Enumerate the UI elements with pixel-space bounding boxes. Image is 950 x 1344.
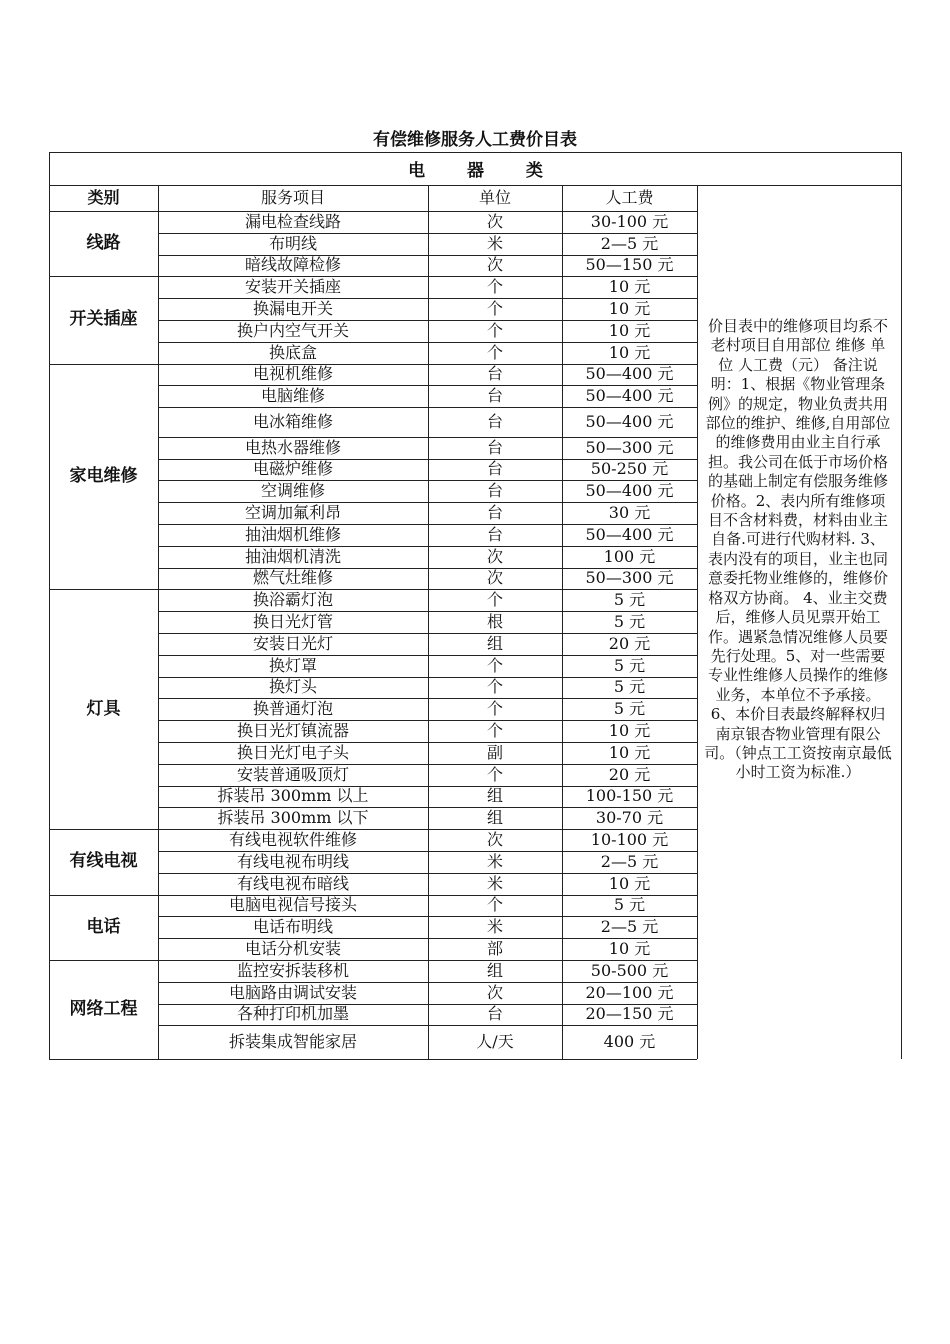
unit-cell: 台 bbox=[486, 364, 503, 384]
fee-cell: 5 元 bbox=[613, 677, 646, 697]
fee-cell: 5 元 bbox=[613, 699, 646, 719]
column-header-fee: 人工费 bbox=[605, 188, 654, 207]
service-item: 空调加氟利昂 bbox=[244, 502, 341, 522]
fee-cell: 400 元 bbox=[603, 1032, 656, 1052]
service-item: 换底盒 bbox=[268, 342, 317, 362]
unit-cell: 台 bbox=[486, 386, 503, 406]
fee-cell: 20 元 bbox=[608, 633, 651, 653]
fee-cell: 5 元 bbox=[613, 655, 646, 675]
column-header-unit: 单位 bbox=[478, 188, 511, 207]
service-item: 电脑路由调试安装 bbox=[228, 982, 357, 1002]
unit-cell: 组 bbox=[486, 786, 503, 806]
group-divider bbox=[49, 1059, 697, 1060]
service-item: 电脑维修 bbox=[260, 386, 325, 406]
fee-cell: 50—300 元 bbox=[585, 437, 674, 457]
column-header-category: 类别 bbox=[87, 188, 120, 207]
fee-cell: 5 元 bbox=[613, 611, 646, 631]
unit-cell: 次 bbox=[486, 829, 503, 849]
unit-cell: 个 bbox=[486, 677, 503, 697]
unit-cell: 米 bbox=[486, 917, 503, 937]
fee-cell: 50—300 元 bbox=[585, 568, 674, 588]
fee-cell: 50-500 元 bbox=[590, 960, 669, 980]
table-border-right-lower bbox=[901, 185, 902, 1059]
fee-cell: 2—5 元 bbox=[600, 851, 659, 871]
fee-cell: 30-100 元 bbox=[590, 211, 669, 231]
category-label: 线路 bbox=[86, 233, 121, 254]
service-item: 抽油烟机清洗 bbox=[244, 546, 341, 566]
service-item: 换灯头 bbox=[268, 677, 317, 697]
unit-cell: 个 bbox=[486, 699, 503, 719]
unit-cell: 次 bbox=[486, 546, 503, 566]
service-item: 布明线 bbox=[268, 233, 317, 253]
unit-cell: 个 bbox=[486, 764, 503, 784]
fee-cell: 50-250 元 bbox=[590, 459, 669, 479]
table-border-header bbox=[49, 185, 902, 186]
fee-cell: 5 元 bbox=[613, 895, 646, 915]
unit-cell: 台 bbox=[486, 524, 503, 544]
fee-cell: 50—400 元 bbox=[585, 386, 674, 406]
unit-cell: 副 bbox=[486, 742, 503, 762]
service-item: 电磁炉维修 bbox=[252, 459, 333, 479]
fee-cell: 100-150 元 bbox=[585, 786, 674, 806]
service-item: 换漏电开关 bbox=[252, 299, 333, 319]
unit-cell: 米 bbox=[486, 851, 503, 871]
unit-cell: 次 bbox=[486, 211, 503, 231]
service-item: 换日光灯电子头 bbox=[236, 742, 349, 762]
fee-cell: 20—100 元 bbox=[585, 982, 674, 1002]
fee-cell: 2—5 元 bbox=[600, 233, 659, 253]
fee-cell: 30-70 元 bbox=[595, 808, 664, 828]
unit-cell: 个 bbox=[486, 277, 503, 297]
unit-cell: 米 bbox=[486, 233, 503, 253]
category-label: 家电维修 bbox=[69, 465, 138, 486]
service-item: 监控安拆装移机 bbox=[236, 960, 349, 980]
unit-cell: 台 bbox=[486, 481, 503, 501]
table-border-top bbox=[49, 152, 902, 153]
service-item: 漏电检查线路 bbox=[244, 211, 341, 231]
fee-cell: 20 元 bbox=[608, 764, 651, 784]
service-item: 空调维修 bbox=[260, 481, 325, 501]
unit-cell: 根 bbox=[486, 611, 503, 631]
service-item: 安装普通吸顶灯 bbox=[236, 764, 349, 784]
unit-cell: 个 bbox=[486, 320, 503, 340]
service-item: 电热水器维修 bbox=[244, 437, 341, 457]
fee-cell: 20—150 元 bbox=[585, 1004, 674, 1024]
unit-cell: 米 bbox=[486, 873, 503, 893]
service-item: 电脑电视信号接头 bbox=[228, 895, 357, 915]
service-item: 燃气灶维修 bbox=[252, 568, 333, 588]
unit-cell: 组 bbox=[486, 960, 503, 980]
category-label: 电话 bbox=[86, 916, 121, 937]
column-header-item: 服务项目 bbox=[260, 188, 325, 207]
service-item: 换日光灯管 bbox=[252, 611, 333, 631]
price-table bbox=[49, 152, 902, 1059]
fee-cell: 30 元 bbox=[608, 502, 651, 522]
service-item: 换灯罩 bbox=[268, 655, 317, 675]
unit-cell: 个 bbox=[486, 342, 503, 362]
category-label: 开关插座 bbox=[69, 309, 138, 330]
service-item: 电话布明线 bbox=[252, 917, 333, 937]
unit-cell: 台 bbox=[486, 437, 503, 457]
service-item: 安装开关插座 bbox=[244, 277, 341, 297]
remarks-text: 价目表中的维修项目均系不老村项目自用部位 维修 单位 人工费（元） 备注说明：1、根据《物业管理条例》的规定，物业负责共用部位的维护、维修,自用部位的维修费用由业主自行承担。我公司在低于市场价格的基础上制定有偿服务维修价格。2、表内所有维修项目不含材料费，材料由业主自备.可进行代购材料. 3、表内没有的项目，业主也同意委托物业维修的，维修价格双方协商。 4、业主交费 后，维修人员见票开始工作。遇紧急情况维修人员要先行处理。5、对一些需要专业性维修人员操作的维修业务，本单位不予承接。6、本价目表最终解释权归南京银杏物业管理有限公司。（钟点工工资按南京最低小时工资为标准.） bbox=[704, 317, 892, 782]
service-item: 暗线故障检修 bbox=[244, 255, 341, 275]
unit-cell: 台 bbox=[486, 459, 503, 479]
service-item: 换日光灯镇流器 bbox=[236, 720, 349, 740]
unit-cell: 次 bbox=[486, 568, 503, 588]
fee-cell: 10 元 bbox=[608, 742, 651, 762]
table-border-right bbox=[901, 152, 902, 185]
column-divider bbox=[697, 185, 698, 1059]
unit-cell: 个 bbox=[486, 299, 503, 319]
service-item: 有线电视布暗线 bbox=[236, 873, 349, 893]
service-item: 换浴霸灯泡 bbox=[252, 590, 333, 610]
service-item: 电视机维修 bbox=[252, 364, 333, 384]
service-item: 电冰箱维修 bbox=[252, 411, 333, 431]
fee-cell: 5 元 bbox=[613, 590, 646, 610]
unit-cell: 台 bbox=[486, 411, 503, 431]
fee-cell: 50—400 元 bbox=[585, 364, 674, 384]
unit-cell: 人/天 bbox=[476, 1032, 514, 1052]
page-title: 有偿维修服务人工费价目表 bbox=[373, 130, 577, 150]
service-item: 换普通灯泡 bbox=[252, 699, 333, 719]
fee-cell: 10 元 bbox=[608, 320, 651, 340]
fee-cell: 10-100 元 bbox=[590, 829, 669, 849]
unit-cell: 个 bbox=[486, 895, 503, 915]
section-title: 电 器 类 bbox=[408, 161, 561, 181]
service-item: 换户内空气开关 bbox=[236, 320, 349, 340]
service-item: 抽油烟机维修 bbox=[244, 524, 341, 544]
fee-cell: 50—400 元 bbox=[585, 411, 674, 431]
service-item: 电话分机安装 bbox=[244, 938, 341, 958]
fee-cell: 10 元 bbox=[608, 299, 651, 319]
unit-cell: 个 bbox=[486, 655, 503, 675]
unit-cell: 个 bbox=[486, 590, 503, 610]
fee-cell: 10 元 bbox=[608, 873, 651, 893]
fee-cell: 50—400 元 bbox=[585, 481, 674, 501]
service-item: 有线电视软件维修 bbox=[228, 829, 357, 849]
category-label: 有线电视 bbox=[69, 851, 138, 872]
category-label: 网络工程 bbox=[69, 999, 138, 1020]
fee-cell: 50—400 元 bbox=[585, 524, 674, 544]
unit-cell: 次 bbox=[486, 255, 503, 275]
service-item: 有线电视布明线 bbox=[236, 851, 349, 871]
unit-cell: 组 bbox=[486, 633, 503, 653]
unit-cell: 部 bbox=[486, 938, 503, 958]
fee-cell: 50—150 元 bbox=[585, 255, 674, 275]
service-item: 各种打印机加墨 bbox=[236, 1004, 349, 1024]
service-item: 拆装集成智能家居 bbox=[228, 1032, 357, 1052]
fee-cell: 10 元 bbox=[608, 342, 651, 362]
fee-cell: 10 元 bbox=[608, 938, 651, 958]
unit-cell: 台 bbox=[486, 1004, 503, 1024]
service-item: 拆装吊 300mm 以下 bbox=[217, 808, 369, 828]
fee-cell: 10 元 bbox=[608, 720, 651, 740]
unit-cell: 个 bbox=[486, 720, 503, 740]
unit-cell: 台 bbox=[486, 502, 503, 522]
unit-cell: 组 bbox=[486, 808, 503, 828]
category-label: 灯具 bbox=[86, 698, 121, 719]
unit-cell: 次 bbox=[486, 982, 503, 1002]
fee-cell: 10 元 bbox=[608, 277, 651, 297]
fee-cell: 100 元 bbox=[603, 546, 656, 566]
service-item: 安装日光灯 bbox=[252, 633, 333, 653]
fee-cell: 2—5 元 bbox=[600, 917, 659, 937]
service-item: 拆装吊 300mm 以上 bbox=[217, 786, 369, 806]
